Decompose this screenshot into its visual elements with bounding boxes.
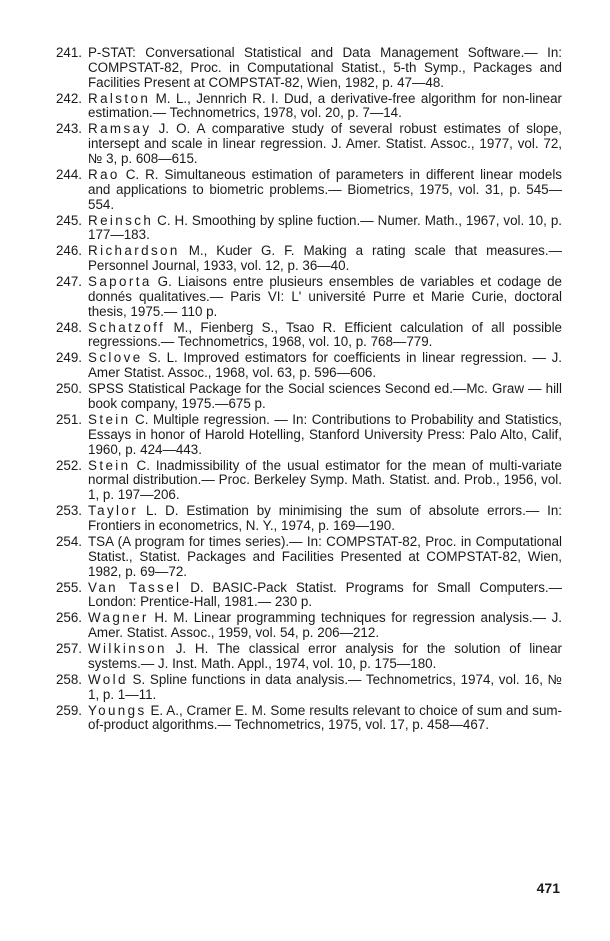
reference-number: 254. [55, 533, 82, 549]
reference-list [46, 46, 562, 734]
reference-number: 250. [55, 381, 82, 397]
reference-number: 251. [55, 412, 82, 427]
reference-author: Wilkinson [88, 641, 167, 657]
reference-author: Van Tassel [88, 579, 182, 595]
reference-item [46, 351, 562, 381]
reference-number: 245. [55, 212, 82, 228]
reference-text: E. A., Cramer E. M. Some results relevant to choice of sum and sum-of-product algorithms.— Technometrics, 1975, vol. 17, p. 458—467. [88, 702, 562, 733]
reference-item [46, 122, 562, 166]
reference-text: S. L. Improved estimators for coefficients in linear regression. — J. Amer Statist. Assoc., 1968, vol. 63, p. 596—606. [88, 350, 562, 381]
reference-text: M., Kuder G. F. Making a rating scale that measures.— Personnel Journal, 1933, vol. 12, p. 36—40. [88, 243, 562, 274]
reference-number: 253. [55, 503, 82, 519]
reference-number: 241. [55, 45, 82, 60]
reference-author: Schatzoff [88, 319, 166, 335]
reference-number: 257. [55, 641, 82, 657]
reference-number: 242. [55, 90, 82, 106]
reference-author: Saporta [88, 274, 152, 290]
reference-text: P-STAT: Conversational Statistical and Data Management Software.— In: COMPSTAT-82, Proc. in Computational Statist., 5-th Symp., Packages and Facilities Present at COMPSTAT-82, Wien, 1982, p. 47—48. [88, 45, 562, 90]
reference-item [46, 535, 562, 579]
reference-text: G. Liaisons entre plusieurs ensembles de variables et codage de donnés qualitatives.— Paris VI: L' université Purre et Marie Curie, doctoral thesis, 1975.— 110 p. [88, 274, 562, 319]
reference-number: 252. [55, 457, 82, 473]
reference-author: Stein [88, 412, 131, 427]
reference-text: TSA (A program for times series).— In: COMPSTAT-82, Proc. in Computational Statist., Statist. Packages and Facilities Presented at COMPSTAT-82, Wien, 1982, p. 69—72. [88, 533, 562, 579]
reference-item [46, 321, 562, 351]
reference-item [46, 382, 562, 412]
reference-item [46, 92, 562, 122]
reference-item [46, 275, 562, 319]
reference-text: SPSS Statistical Package for the Social sciences Second ed.—Mc. Graw — hill book company, 1975.—675 p. [88, 381, 562, 412]
reference-text: L. D. Estimation by minimising the sum of absolute errors.— In: Frontiers in econometrics, N. Y., 1974, p. 169—190. [88, 503, 562, 533]
reference-author: Ramsay [88, 121, 152, 137]
reference-item [46, 704, 562, 734]
reference-number: 258. [55, 671, 82, 687]
reference-text: J. H. The classical error analysis for the solution of linear systems.— J. Inst. Math. Appl., 1974, vol. 10, p. 175—180. [88, 641, 562, 671]
reference-item [46, 46, 562, 90]
reference-author: Youngs [88, 702, 147, 718]
reference-text: H. M. Linear programming techniques for regression analysis.— J. Amer. Statist. Assoc., 1959, vol. 54, p. 206—212. [88, 610, 562, 641]
reference-number: 246. [55, 243, 82, 259]
reference-text: C. H. Smoothing by spline fuction.— Numer. Math., 1967, vol. 10, p. 177—183. [88, 212, 562, 243]
reference-author: Wold [88, 671, 128, 687]
reference-text: C. Multiple regression. — In: Contributions to Probability and Statistics, Essays in honor of Harold Hotelling, Stanford University Press: Palo Alto, Calif, 1960, p. 424—443. [88, 412, 562, 457]
reference-text: D. BASIC-Pack Statist. Programs for Small Computers.— London: Prentice-Hall, 1981.— 230 p. [88, 579, 563, 610]
reference-text: C. R. Simultaneous estimation of parameters in different linear models and applications to biometric problems.— Biometrics, 1975, vol. 31, p. 545—554. [88, 166, 562, 212]
reference-item [46, 504, 562, 534]
reference-author: Stein [88, 457, 131, 473]
reference-number: 243. [55, 121, 82, 137]
reference-number: 247. [55, 274, 82, 290]
reference-author: Wagner [88, 610, 149, 626]
reference-author: Reinsch [88, 212, 154, 228]
reference-author: Sclove [88, 350, 143, 366]
page-number: 471 [536, 880, 560, 896]
reference-author: Rao [88, 166, 120, 182]
reference-item [46, 642, 562, 672]
reference-number: 259. [55, 702, 82, 718]
reference-author: Richardson [88, 243, 180, 259]
reference-text: S. Spline functions in data analysis.— Technometrics, 1974, vol. 16, № 1, p. 1—11. [88, 671, 562, 702]
reference-number: 255. [55, 579, 82, 595]
reference-text: C. Inadmissibility of the usual estimator for the mean of multi-variate normal distribution.— Proc. Berkeley Symp. Math. Statist. and. Prob., 1956, vol. 1, p. 197—206. [88, 457, 562, 503]
reference-item [46, 459, 562, 503]
reference-author: Ralston [88, 90, 151, 106]
reference-item [46, 214, 562, 244]
reference-item [46, 611, 562, 641]
reference-number: 248. [55, 319, 82, 335]
reference-text: M. L., Jennrich R. I. Dud, a derivative-free algorithm for non-linear estimation.— Technometrics, 1978, vol. 20, p. 7—14. [88, 90, 562, 121]
reference-item [46, 581, 562, 611]
reference-item [46, 673, 562, 703]
reference-item [46, 168, 562, 212]
reference-text: M., Fienberg S., Tsao R. Efficient calculation of all possible regressions.— Technometrics, 1968, vol. 10, p. 768—779. [88, 319, 562, 350]
reference-number: 256. [55, 610, 82, 626]
reference-author: Taylor [88, 503, 139, 519]
reference-number: 249. [55, 350, 82, 366]
reference-item [46, 244, 562, 274]
reference-item [46, 413, 562, 457]
reference-number: 244. [55, 166, 82, 182]
reference-text: J. O. A comparative study of several robust estimates of slope, intersept and scale in linear regression. J. Amer. Statist. Assoc., 1977, vol. 72, № 3, p. 608—615. [88, 121, 562, 166]
